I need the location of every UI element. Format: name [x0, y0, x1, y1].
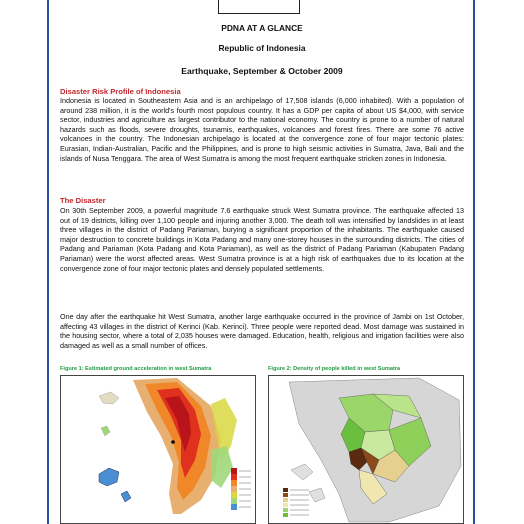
- density-killed-map: [269, 376, 464, 524]
- logo-box: [218, 0, 300, 14]
- country-name: Republic of Indonesia: [218, 43, 306, 53]
- section-heading-disaster: The Disaster: [60, 196, 106, 205]
- ground-acceleration-map: [61, 376, 256, 524]
- event-title: Earthquake, September & October 2009: [181, 66, 343, 76]
- figure-2-caption: Figure 2: Density of people killed in west Sumatra: [268, 366, 401, 372]
- paragraph-disaster-2: One day after the earthquake hit West Sumatra, another large earthquake occurred in the province of Jambi on 1st October, affecting 43 villages in the district of Kerinci (Kab. Kerinci). Three people were reported dead. Most damage was sustained in the housing sector, where a total of 2,035 houses were damaged. Education, health, religious and irrigation facilities were also damaged as well as a small number of offices.: [60, 312, 464, 350]
- figure-2-map: [268, 375, 464, 524]
- figure-1-map: [60, 375, 256, 524]
- figure-1-caption: Figure 1: Estimated ground acceleration in west Sumatra: [60, 366, 212, 372]
- document-title: PDNA AT A GLANCE: [221, 23, 303, 33]
- paragraph-risk-profile: Indonesia is located in Southeastern Asia and is an archipelago of 17,508 islands (6,000 inhabited). With a population of around 238 million, it is the world's fourth most populous country. It has a GDP per capita of about US $4,000, with service sector, industries and agriculture as largest contributor to the national economy. The country is prone to a number of natural hazards such as floods, severe droughts, tsunamis, earthquakes, volcanoes and forest fires. There are some 76 active volcanoes in the country. The Indonesian archipelago is located at the convergence zone of four major tectonic plates: Eurasian, Indian-Australian, Pacific and the Philippines, and is prone to high seismic activities in Sumatra, Java, Bali and the islands of Nusa Tenggara. The area of West Sumatra is among the most frequent earthquake stricken zones in Indonesia.: [60, 96, 464, 163]
- section-heading-risk-profile: Disaster Risk Profile of Indonesia: [60, 87, 181, 96]
- paragraph-disaster-1: On 30th September 2009, a powerful magnitude 7.6 earthquake struck West Sumatra province. The earthquake affected 13 out of 19 districts, killing over 1,100 people and injuring another 3,000. The death toll was intensified by landslides in at least three villages in the district of Padang Pariaman, burying a significant proportion of the inhabitants. The earthquake caused major destruction to concrete buildings in Kota Padang and many one-storey houses in the surrounding districts. The cities of Padang and Pariaman (Kota Padang and Kota Pariaman), as well as the district of Padang Pariaman (Kabupaten Padang Pariaman) were the worst affected areas. West Sumatra province is at a high risk of earthquakes due to its location at the convergence zone of four major tectonic plates and densely populated settlements.: [60, 206, 464, 273]
